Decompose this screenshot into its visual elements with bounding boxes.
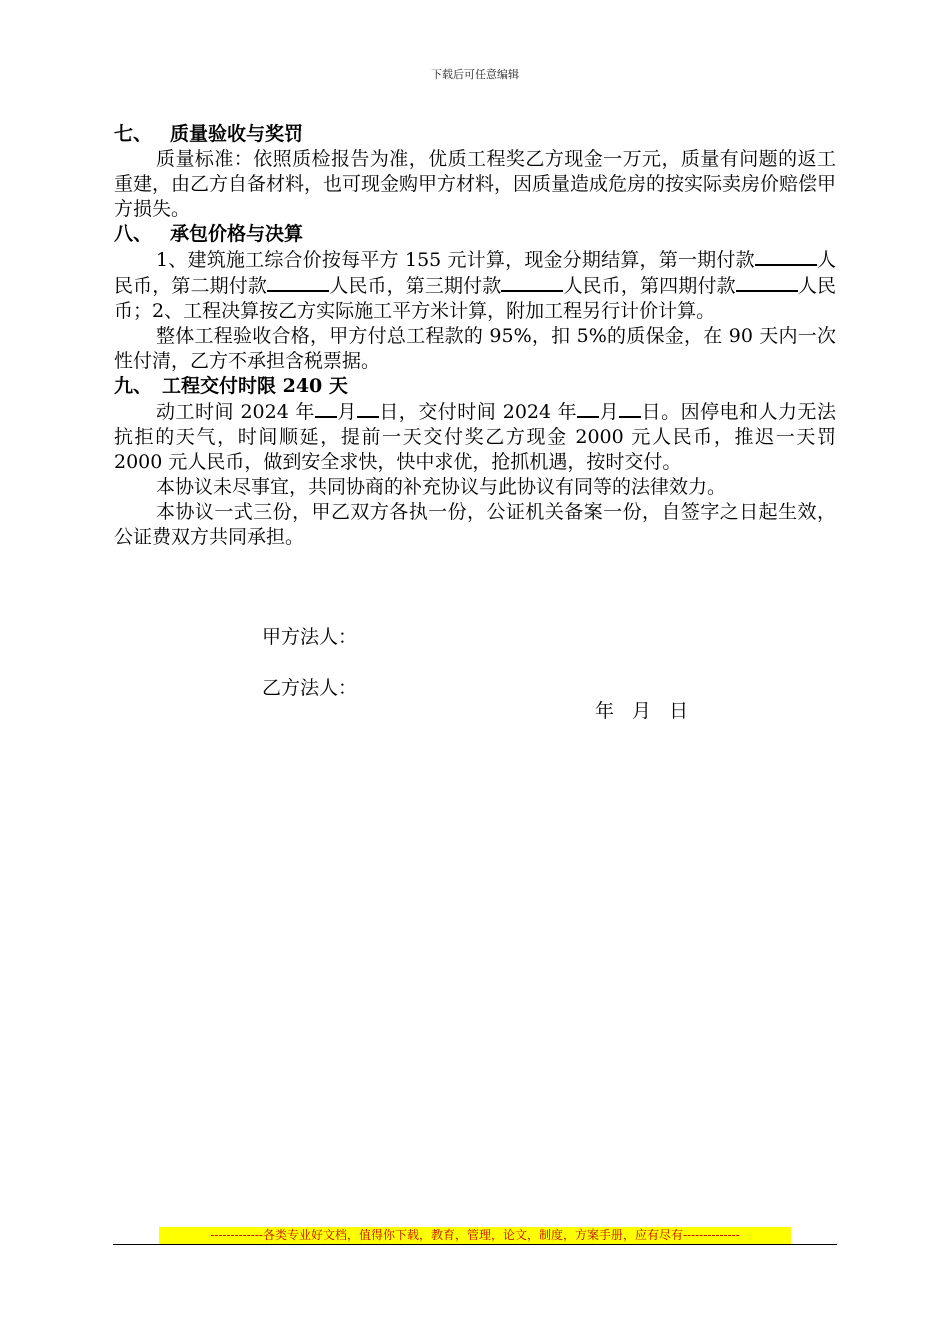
paragraph: 本协议一式三份，甲乙双方各执一份，公证机关备案一份，自签字之日起生效，公证费双方共同承担。	[114, 501, 836, 548]
blank-field	[577, 399, 599, 418]
blank-field	[267, 273, 329, 292]
paragraph	[114, 247, 836, 324]
text-run: 人民币，第四期付款	[563, 275, 736, 297]
section-heading-8	[114, 222, 836, 247]
header-note: 下载后可任意编辑	[431, 68, 519, 81]
text-run: 月	[599, 401, 620, 423]
party-b-signature-label: 乙方法人：	[262, 677, 358, 699]
text-run: 日，交付时间 2024 年	[378, 401, 578, 423]
document-body	[114, 122, 836, 550]
section-number: 八、	[114, 223, 153, 245]
blank-field	[736, 273, 798, 292]
text-run: 动工时间 2024 年	[156, 401, 315, 423]
text-run: 月	[336, 401, 357, 423]
text-run: 1、建筑施工综合价按每平方 155 元计算，现金分期结算，第一期付款	[156, 249, 755, 271]
section-number: 七、	[114, 123, 153, 145]
text-run: 人民币，第三期付款	[329, 275, 502, 297]
blank-field	[501, 273, 563, 292]
text-run: 人民币，第二期付款	[114, 249, 836, 297]
section-heading-7	[114, 122, 836, 147]
footer-divider	[113, 1244, 837, 1245]
footer-banner: -------------各类专业好文档，值得你下载，教育，管理，论文，制度，方案手册，应有尽有--------------	[159, 1227, 791, 1244]
blank-field	[619, 399, 641, 418]
paragraph	[114, 399, 836, 475]
paragraph: 质量标准：依照质检报告为准，优质工程奖乙方现金一万元，质量有问题的返工重建，由乙方自备材料，也可现金购甲方材料，因质量造成危房的按实际卖房价赔偿甲方损失。	[114, 148, 837, 220]
paragraph: 本协议未尽事宜，共同协商的补充协议与此协议有同等的法律效力。	[156, 476, 727, 498]
text-run: 人民币；2、工程决算按乙方实际施工平方米计算，附加工程另行计价计算。	[114, 275, 836, 322]
blank-field	[755, 247, 817, 266]
party-a-signature-label: 甲方法人：	[262, 626, 358, 648]
section-title: 承包价格与决算	[170, 223, 304, 245]
section-heading-9	[114, 374, 836, 399]
blank-field	[357, 399, 379, 418]
text-run: 日。因停电和人力无法抗拒的天气，时间顺延，提前一天交付奖乙方现金 2000 元人民币，推迟一天罚 2000 元人民币，做到安全求快，快中求优，抢抓机遇，按时交付。	[114, 401, 836, 473]
section-title: 工程交付时限 240 天	[162, 375, 348, 397]
signature-date: 年 月 日	[595, 700, 689, 722]
section-title: 质量验收与奖罚	[170, 123, 304, 145]
paragraph: 整体工程验收合格，甲方付总工程款的 95%，扣 5%的质保金，在 90 天内一次性付清，乙方不承担含税票据。	[114, 325, 836, 372]
blank-field	[315, 399, 337, 418]
section-number: 九、	[114, 375, 153, 397]
